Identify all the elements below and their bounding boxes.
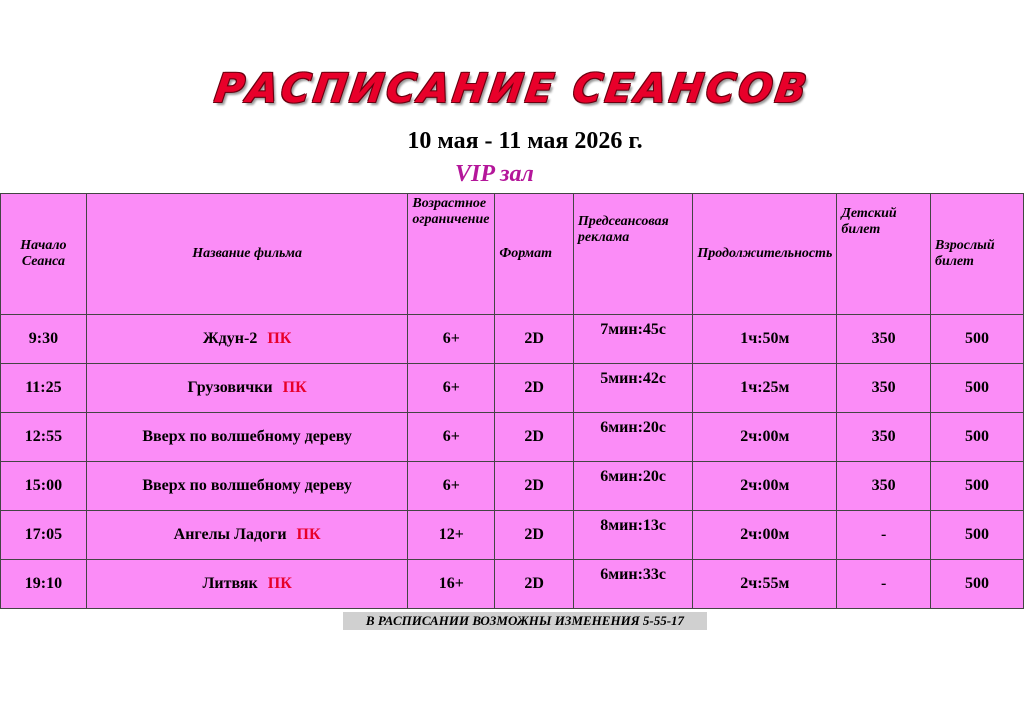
cell-adult-price: 500 [930, 560, 1023, 609]
cell-child-price: 350 [837, 462, 931, 511]
header-child-price: Детский билет [837, 194, 931, 315]
table-row [1, 511, 1024, 560]
cell-duration: 2ч:00м [693, 462, 837, 511]
header-duration: Продолжительность [693, 194, 837, 315]
cell-adult-price: 500 [930, 413, 1023, 462]
cell-format: 2D [495, 315, 574, 364]
cell-duration: 1ч:50м [693, 315, 837, 364]
cell-age: 12+ [408, 511, 495, 560]
date-range: 10 мая - 11 мая 2026 г. [407, 128, 643, 154]
cell-film [86, 511, 408, 560]
cell-age: 6+ [408, 315, 495, 364]
film-title: Вверх по волшебному дереву [142, 428, 352, 445]
film-title: Литвяк [202, 575, 258, 592]
film-tag: ПК [267, 330, 292, 347]
cell-age: 6+ [408, 413, 495, 462]
cell-duration: 2ч:55м [693, 560, 837, 609]
cell-age: 6+ [408, 364, 495, 413]
cell-format: 2D [495, 560, 574, 609]
cell-age: 16+ [408, 560, 495, 609]
film-title: Вверх по волшебному дереву [142, 477, 352, 494]
cell-time: 17:05 [1, 511, 87, 560]
cell-duration: 2ч:00м [693, 413, 837, 462]
schedule-notice: В РАСПИСАНИИ ВОЗМОЖНЫ ИЗМЕНЕНИЯ 5-55-17 [343, 612, 707, 630]
cell-format: 2D [495, 413, 574, 462]
cell-ad: 6мин:33с [573, 560, 692, 609]
cell-film [86, 364, 408, 413]
cell-ad: 6мин:20с [573, 462, 692, 511]
film-title: Ждун-2 [202, 330, 258, 347]
cell-ad: 6мин:20с [573, 413, 692, 462]
page-title: РАСПИСАНИЕ СЕАНСОВ [211, 66, 813, 112]
hall-name: VIP зал [455, 161, 534, 187]
cell-film [86, 315, 408, 364]
header-format: Формат [495, 194, 574, 315]
cell-time: 11:25 [1, 364, 87, 413]
cell-adult-price: 500 [930, 315, 1023, 364]
film-tag: ПК [296, 526, 321, 543]
film-title: Грузовички [187, 379, 273, 396]
cell-time: 15:00 [1, 462, 87, 511]
cell-child-price: - [837, 560, 931, 609]
cell-age: 6+ [408, 462, 495, 511]
cell-duration: 2ч:00м [693, 511, 837, 560]
header-ad: Предсеансовая реклама [573, 194, 692, 315]
cell-adult-price: 500 [930, 364, 1023, 413]
cell-child-price: - [837, 511, 931, 560]
table-row [1, 364, 1024, 413]
cell-format: 2D [495, 511, 574, 560]
table-row [1, 315, 1024, 364]
cell-adult-price: 500 [930, 462, 1023, 511]
cell-film [86, 413, 408, 462]
table-header-row [1, 194, 1024, 315]
cell-time: 9:30 [1, 315, 87, 364]
cell-time: 12:55 [1, 413, 87, 462]
header-start: Начало Сеанса [1, 194, 87, 315]
cell-format: 2D [495, 462, 574, 511]
table-row [1, 413, 1024, 462]
header-adult-price: Взрослый билет [930, 194, 1023, 315]
cell-ad: 5мин:42с [573, 364, 692, 413]
cell-child-price: 350 [837, 364, 931, 413]
cell-child-price: 350 [837, 413, 931, 462]
header-film: Название фильма [86, 194, 408, 315]
cell-film [86, 462, 408, 511]
cell-child-price: 350 [837, 315, 931, 364]
cell-format: 2D [495, 364, 574, 413]
film-title: Ангелы Ладоги [173, 526, 287, 543]
cell-ad: 8мин:13с [573, 511, 692, 560]
cell-duration: 1ч:25м [693, 364, 837, 413]
schedule-table [0, 193, 1024, 609]
table-row [1, 462, 1024, 511]
header-age: Возрастное ограничение [408, 194, 495, 315]
film-tag: ПК [267, 575, 292, 592]
table-row [1, 560, 1024, 609]
film-tag: ПК [282, 379, 307, 396]
cell-time: 19:10 [1, 560, 87, 609]
cell-ad: 7мин:45с [573, 315, 692, 364]
cell-film [86, 560, 408, 609]
cell-adult-price: 500 [930, 511, 1023, 560]
